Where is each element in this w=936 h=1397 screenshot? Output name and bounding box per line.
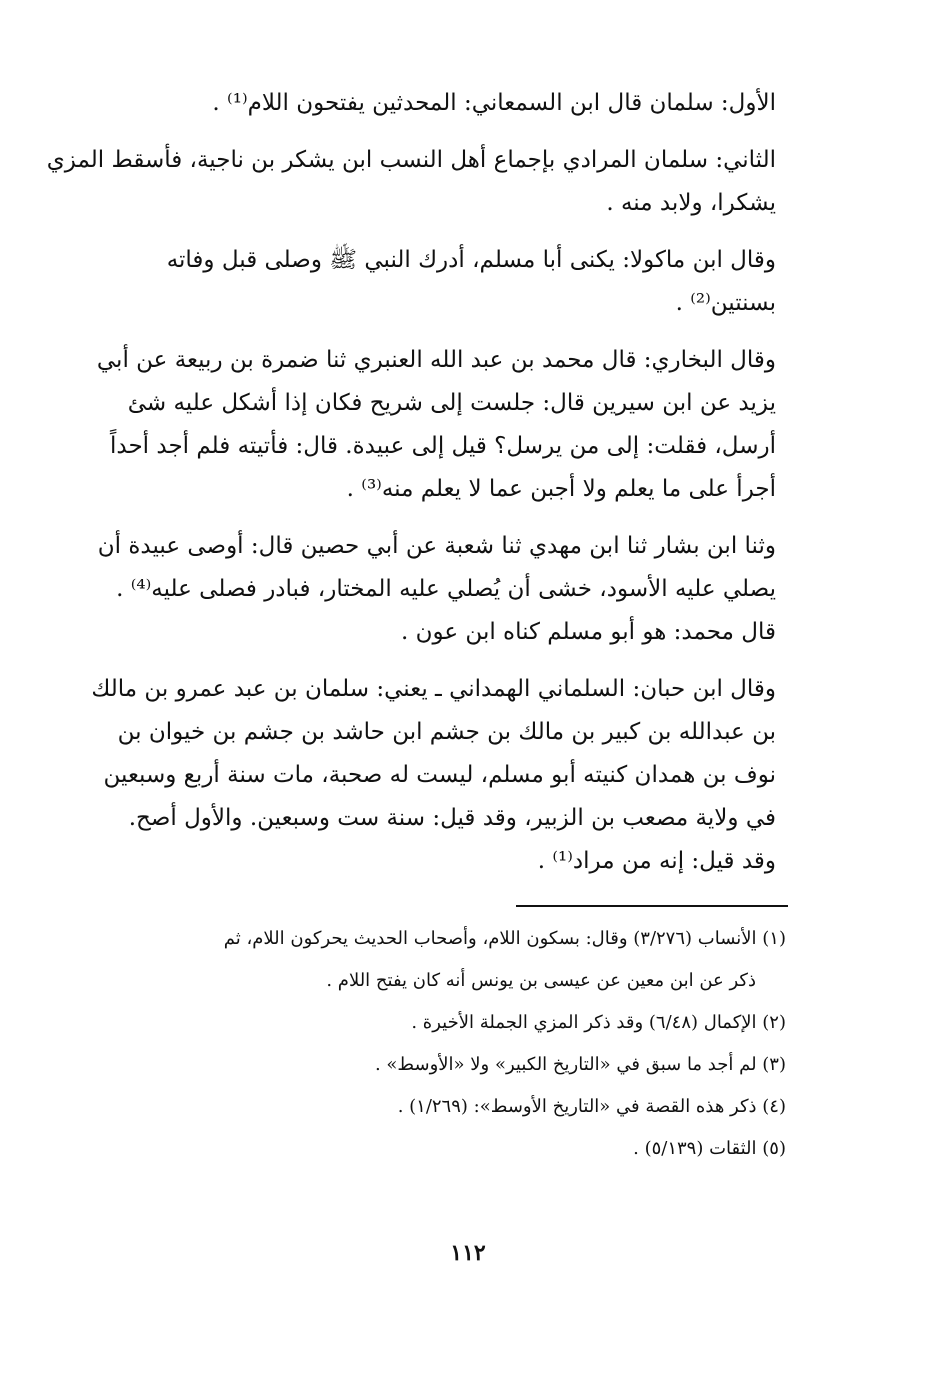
paragraph-1 <box>96 82 776 125</box>
footnote-1: (١) الأنساب (٣/٢٧٦) وقال: بسكون اللام، وأصحاب الحديث يحركون اللام، ثم <box>223 928 786 949</box>
text-line: أرسل، فقلت: إلى من يرسل؟ قيل إلى عبيدة. قال: فأتيته فلم أجد أحداً <box>109 433 776 459</box>
text-line: بسنتين⁽²⁾ . <box>675 290 776 316</box>
footnote-divider <box>516 905 788 907</box>
text-line: الثاني: سلمان المرادي بإجماع أهل النسب ابن يشكر بن ناجية، فأسقط المزي <box>46 147 776 173</box>
text-line: وقال ابن ماكولا: يكنى أبا مسلم، أدرك النبي ﷺ وصلى قبل وفاته <box>166 247 776 273</box>
text-line: قال محمد: هو أبو مسلم كناه ابن عون . <box>401 619 776 645</box>
footnotes <box>96 918 786 1170</box>
footnote-3: (٣) لم أجد ما سبق في «التاريخ الكبير» ولا «الأوسط» . <box>374 1054 786 1075</box>
text-line: وثنا ابن بشار ثنا ابن مهدي ثنا شعبة عن أبي حصين قال: أوصى عبيدة أن <box>97 533 776 559</box>
text-line: نوف بن همدان كنيته أبو مسلم، ليست له صحبة، مات سنة أربع وسبعين <box>103 762 776 788</box>
footnote-2: (٢) الإكمال (٦/٤٨) وقد ذكر المزي الجملة الأخيرة . <box>411 1012 786 1033</box>
text-line: وقال البخاري: قال محمد بن عبد الله العنبري ثنا ضمرة بن ربيعة عن أبي <box>96 347 776 373</box>
page-number: ١١٢ <box>450 1240 486 1266</box>
paragraph-6 <box>91 668 776 883</box>
text-line: بن عبدالله بن كبير بن مالك بن جشم ابن حاشد بن جشم بن خيوان بن <box>117 719 776 745</box>
main-text <box>46 82 776 897</box>
text-line: وقد قيل: إنه من مراد⁽¹⁾ . <box>537 848 776 874</box>
paragraph-4 <box>96 339 776 511</box>
paragraph-2 <box>46 139 776 225</box>
text-line: يزيد عن ابن سيرين قال: جلست إلى شريح فكان إذا أشكل عليه شئ <box>127 390 776 416</box>
footnote-1-continuation: ذكر عن ابن معين عن عيسى بن يونس أنه كان يفتح اللام . <box>326 970 756 991</box>
paragraph-3 <box>96 239 776 325</box>
text-line: وقال ابن حبان: السلماني الهمداني ـ يعني: سلمان بن عبد عمرو بن مالك <box>91 676 776 702</box>
footnote-5: (٥) الثقات (٥/١٣٩) . <box>633 1138 786 1159</box>
text-line: أجرأ على ما يعلم ولا أجبن عما لا يعلم منه⁽³⁾ . <box>346 476 776 502</box>
footnote-4: (٤) ذكر هذه القصة في «التاريخ الأوسط»: (١/٢٦٩) . <box>397 1096 786 1117</box>
text-line: في ولاية مصعب بن الزبير، وقد قيل: سنة ست وسبعين. والأول أصح. <box>128 805 776 831</box>
text-line: يصلي عليه الأسود، خشى أن يُصلي عليه المختار، فبادر فصلى عليه⁽⁴⁾ . <box>116 576 776 602</box>
text-line: يشكرا، ولابد منه . <box>606 190 776 216</box>
text-line: الأول: سلمان قال ابن السمعاني: المحدثين يفتحون اللام⁽¹⁾ . <box>212 90 776 116</box>
paragraph-5 <box>96 525 776 654</box>
